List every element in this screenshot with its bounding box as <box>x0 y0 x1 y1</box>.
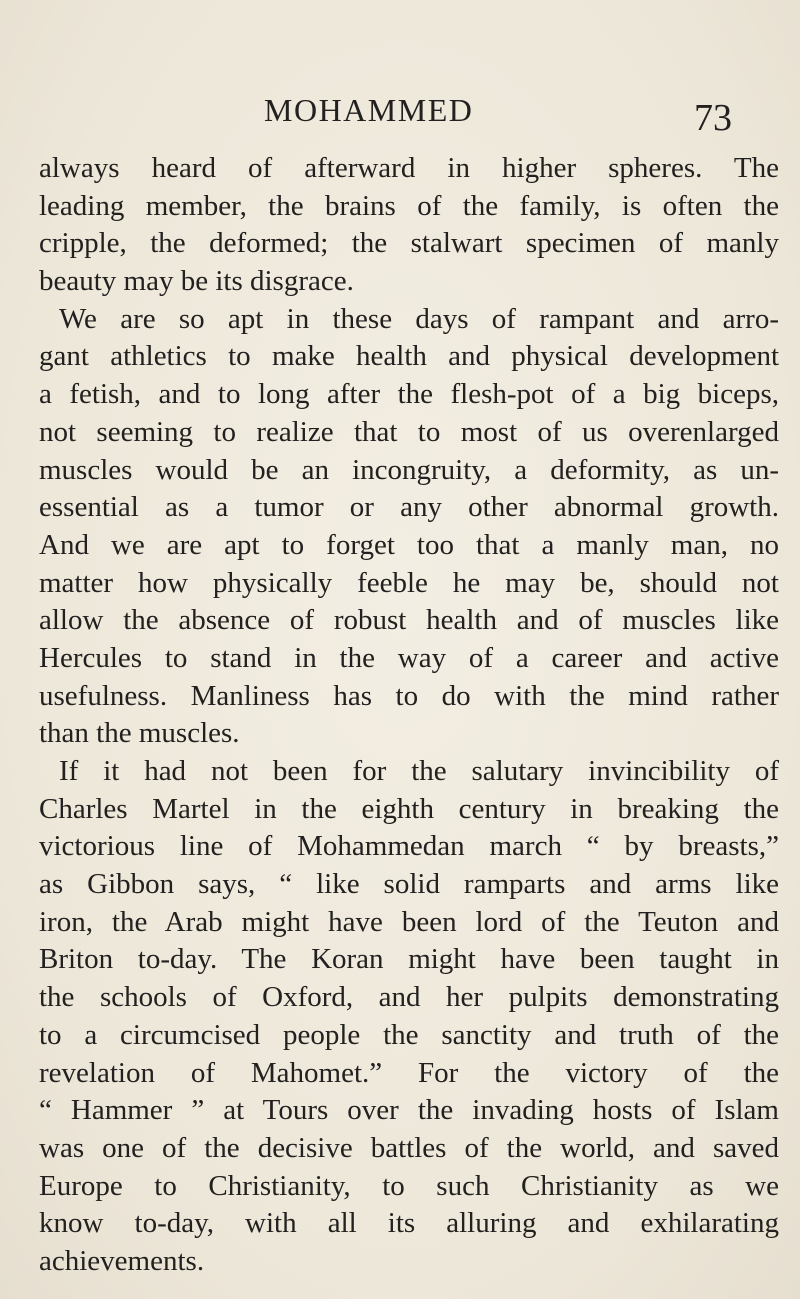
text-line: iron, the Arab might have been lord of the Teuton and <box>39 905 779 938</box>
text-line: We are so apt in these days of rampant and arro- <box>59 302 779 335</box>
text-line: Europe to Christianity, to such Christianity as we <box>39 1169 779 1202</box>
text-line: “ Hammer ” at Tours over the invading hosts of Islam <box>39 1094 779 1127</box>
text-line: to a circumcised people the sanctity and truth of the <box>39 1018 779 1051</box>
text-line: cripple, the deformed; the stalwart specimen of manly <box>39 227 779 260</box>
page-number: 73 <box>694 97 732 139</box>
text-line: than the muscles. <box>39 717 240 750</box>
text-line: matter how physically feeble he may be, should not <box>39 566 779 599</box>
text-line: Hercules to stand in the way of a career and active <box>39 641 779 674</box>
text-line: not seeming to realize that to most of us overenlarged <box>39 415 779 448</box>
text-line: the schools of Oxford, and her pulpits demonstrating <box>39 981 779 1014</box>
body-text <box>39 150 779 1281</box>
text-line: know to-day, with all its alluring and exhilarating <box>39 1207 779 1240</box>
text-line: allow the absence of robust health and of muscles like <box>39 604 779 637</box>
text-line: Briton to-day. The Koran might have been taught in <box>39 943 779 976</box>
text-line: achievements. <box>39 1244 205 1277</box>
running-head-title: MOHAMMED <box>264 92 474 128</box>
text-line: was one of the decisive battles of the world, and saved <box>39 1131 779 1164</box>
text-line: as Gibbon says, “ like solid ramparts and arms like <box>39 868 779 901</box>
text-line: beauty may be its disgrace. <box>39 265 354 298</box>
text-line: revelation of Mahomet.” For the victory of the <box>39 1056 779 1089</box>
text-line: Charles Martel in the eighth century in breaking the <box>39 792 779 825</box>
text-line: muscles would be an incongruity, a deformity, as un- <box>39 453 779 486</box>
text-line: leading member, the brains of the family, is often the <box>39 189 779 222</box>
text-line: gant athletics to make health and physical development <box>39 340 779 373</box>
text-line: essential as a tumor or any other abnormal growth. <box>39 491 779 524</box>
text-line: a fetish, and to long after the flesh-pot of a big biceps, <box>39 378 779 411</box>
running-head <box>0 92 800 142</box>
text-line: usefulness. Manliness has to do with the mind rather <box>39 679 779 712</box>
text-line: always heard of afterward in higher spheres. The <box>39 152 779 184</box>
text-line: victorious line of Mohammedan march “ by breasts,” <box>39 830 779 863</box>
text-line: And we are apt to forget too that a manly man, no <box>39 528 779 561</box>
text-line: If it had not been for the salutary invincibility of <box>59 755 779 787</box>
